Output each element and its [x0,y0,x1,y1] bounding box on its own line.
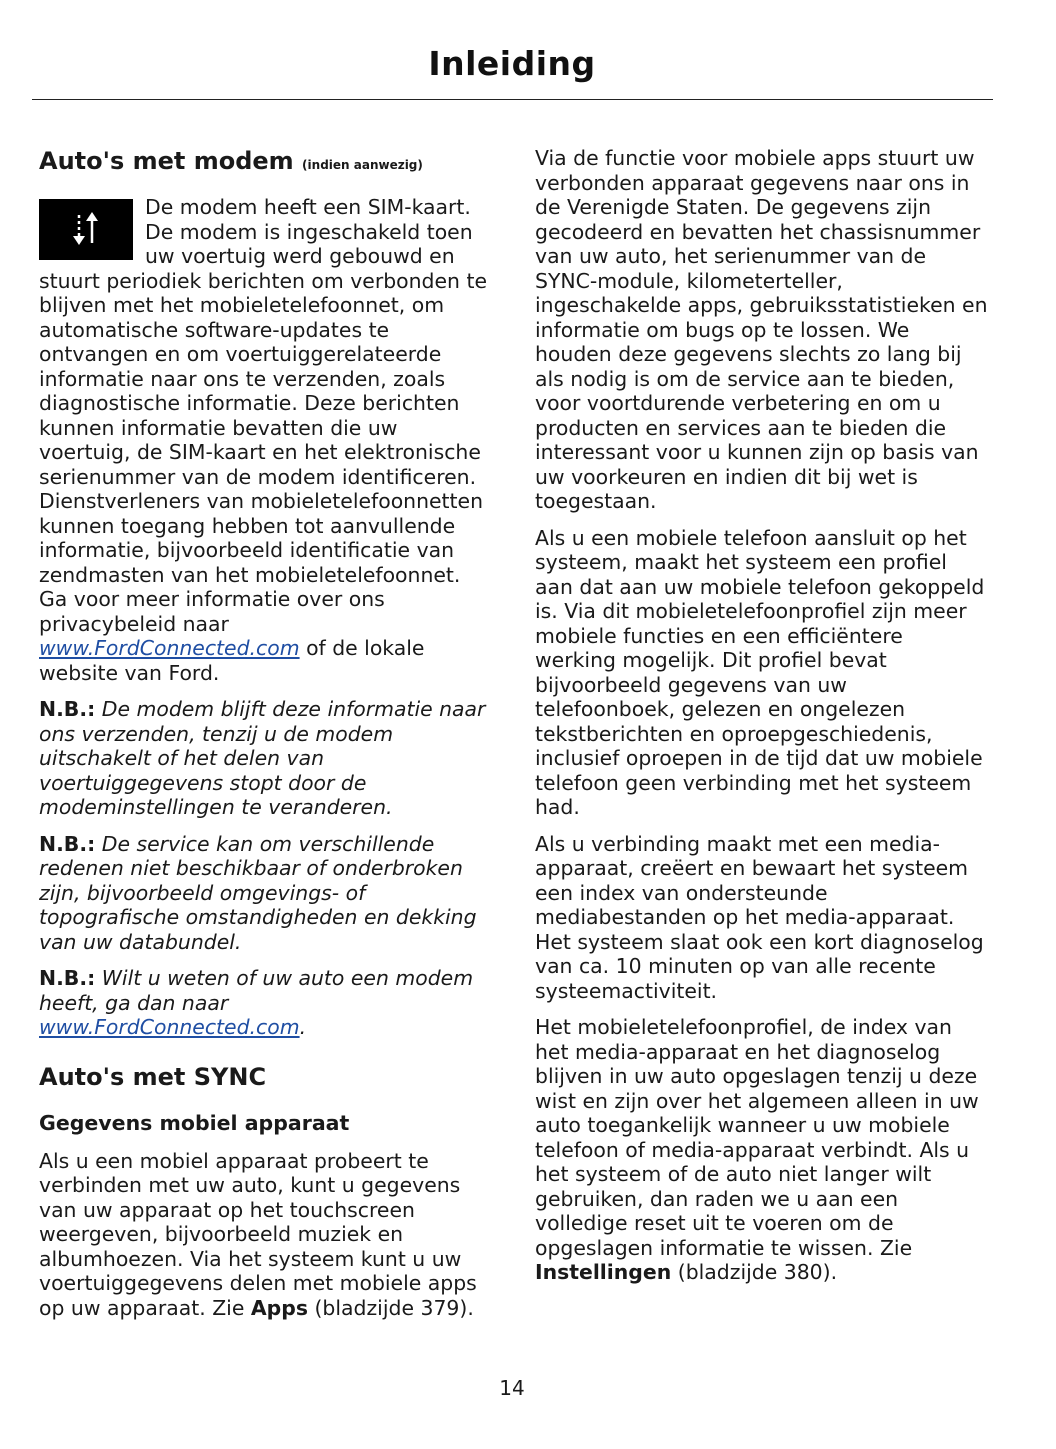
note-service-availability [39,832,494,955]
ford-connected-link-2[interactable]: www.FordConnected.com [39,1015,300,1039]
section-heading-qualifier: (indien aanwezig) [302,158,423,172]
mobile-device-paragraph [39,1149,494,1321]
section-heading-modem-title: Auto's met modem [39,147,294,175]
note-modem-check [39,966,494,1040]
note-text: De modem blijft deze informatie naar ons verzenden, tenzij u de modem uitschakelt of het delen van voertuiggegevens stopt door de modeminstellingen te veranderen. [39,697,486,819]
left-column [39,146,494,1332]
page-title: Inleiding [428,44,596,83]
reset-text: Het mobieletelefoonprofiel, de index van het media-apparaat en het diagnoselog blijven in uw auto opgeslagen tenzij u deze wist en zijn over het algemeen alleen in uw auto toegankelijk wanneer u uw mobiele telefoon of media-apparaat verbindt. Als u het systeem of de auto niet langer wilt gebruiken, dan raden we u aan een volledige reset uit te voeren om de opgeslagen informatie te wissen. Zie [535,1015,979,1260]
apps-page-reference: (bladzijde 379). [314,1295,474,1320]
modem-paragraph-tail: of de lokale website van Ford. [39,636,425,685]
note-text: De service kan om verschillende redenen niet beschikbaar of onderbroken zijn, bijvoorbeeld omgevings- of topografische omstandigheden en dekking van uw databundel. [39,831,477,954]
note-modem-sharing [39,697,494,820]
note-tail: . [299,1015,307,1039]
note-label: N.B.: [39,697,96,721]
note-text: Wilt u weten of uw auto een modem heeft, ga dan naar [39,966,474,1015]
apps-reference: Apps [250,1295,308,1320]
page-number: 14 [499,1376,525,1400]
note-label: N.B.: [39,831,96,856]
modem-paragraph [39,195,494,685]
ford-connected-link[interactable]: www.FordConnected.com [39,636,300,660]
reset-paragraph [535,1015,990,1285]
subsection-heading-mobile-device: Gegevens mobiel apparaat [39,1110,350,1135]
mobile-device-text: Als u een mobiel apparaat probeert te verbinden met uw auto, kunt u gegevens van uw apparaat op het touchscreen weergeven, bijvoorbeeld muziek en albumhoezen. Via het systeem kunt u uw voertuiggegevens delen met mobiele apps op uw apparaat. Zie [39,1148,477,1320]
title-rule [32,99,993,100]
modem-paragraph-text: De modem heeft een SIM-kaart. De modem is ingeschakeld toen uw voertuig werd gebouwd en stuurt periodiek berichten om verbonden te blijven met het mobieletelefoonnet, om automatische software-updates te ontvangen en om voertuiggerelateerde informatie naar ons te verzenden, zoals diagnostische informatie. Deze berichten kunnen informatie bevatten die uw voertuig, de SIM-kaart en het elektronische serienummer van de modem identificeren. Dienstverleners van mobieletelefoonnetten kunnen toegang hebben tot aanvullende informatie, bijvoorbeeld identificatie van zendmasten van het mobieletelefoonnet. Ga voor meer informatie over ons privacybeleid naar [39,195,487,636]
phone-profile-paragraph: Als u een mobiele telefoon aansluit op het systeem, maakt het systeem een profiel aan dat aan uw mobiele telefoon gekoppeld is. Via dit mobieletelefoonprofiel zijn meer mobiele functies en een efficiëntere werking mogelijk. Dit profiel bevat bijvoorbeeld gegevens van uw telefoonboek, gelezen en ongelezen tekstberichten en oproepgeschiedenis, inclusief oproepen in de tijd dat uw mobiele telefoon geen verbinding met het systeem had. [535,525,985,819]
settings-reference: Instellingen [535,1260,672,1284]
right-column [535,146,990,1297]
settings-page-reference: (bladzijde 380). [677,1260,838,1284]
section-heading-modem [39,146,494,180]
modem-arrows-icon [39,199,133,260]
note-label: N.B.: [39,966,96,990]
media-index-paragraph: Als u verbinding maakt met een media-apparaat, creëert en bewaart het systeem een index van ondersteunde mediabestanden op het media-apparaat. Het systeem slaat ook een kort diagnoselog van ca. 10 minuten op van alle recente systeemactiviteit. [535,831,984,1003]
mobile-apps-paragraph: Via de functie voor mobiele apps stuurt uw verbonden apparaat gegevens naar ons in de Verenigde Staten. De gegevens zijn gecodeerd en bevatten het chassisnummer van uw auto, het serienummer van de SYNC-module, kilometerteller, ingeschakelde apps, gebruiksstatistieken en informatie om bugs op te lossen. We houden deze gegevens slechts zo lang bij als nodig is om de service aan te bieden, voor voortdurende verbetering en om u producten en services aan te bieden die interessant voor u kunnen zijn op basis van uw voorkeuren en indien dit bij wet is toegestaan. [535,146,988,513]
section-heading-sync: Auto's met SYNC [39,1062,267,1091]
